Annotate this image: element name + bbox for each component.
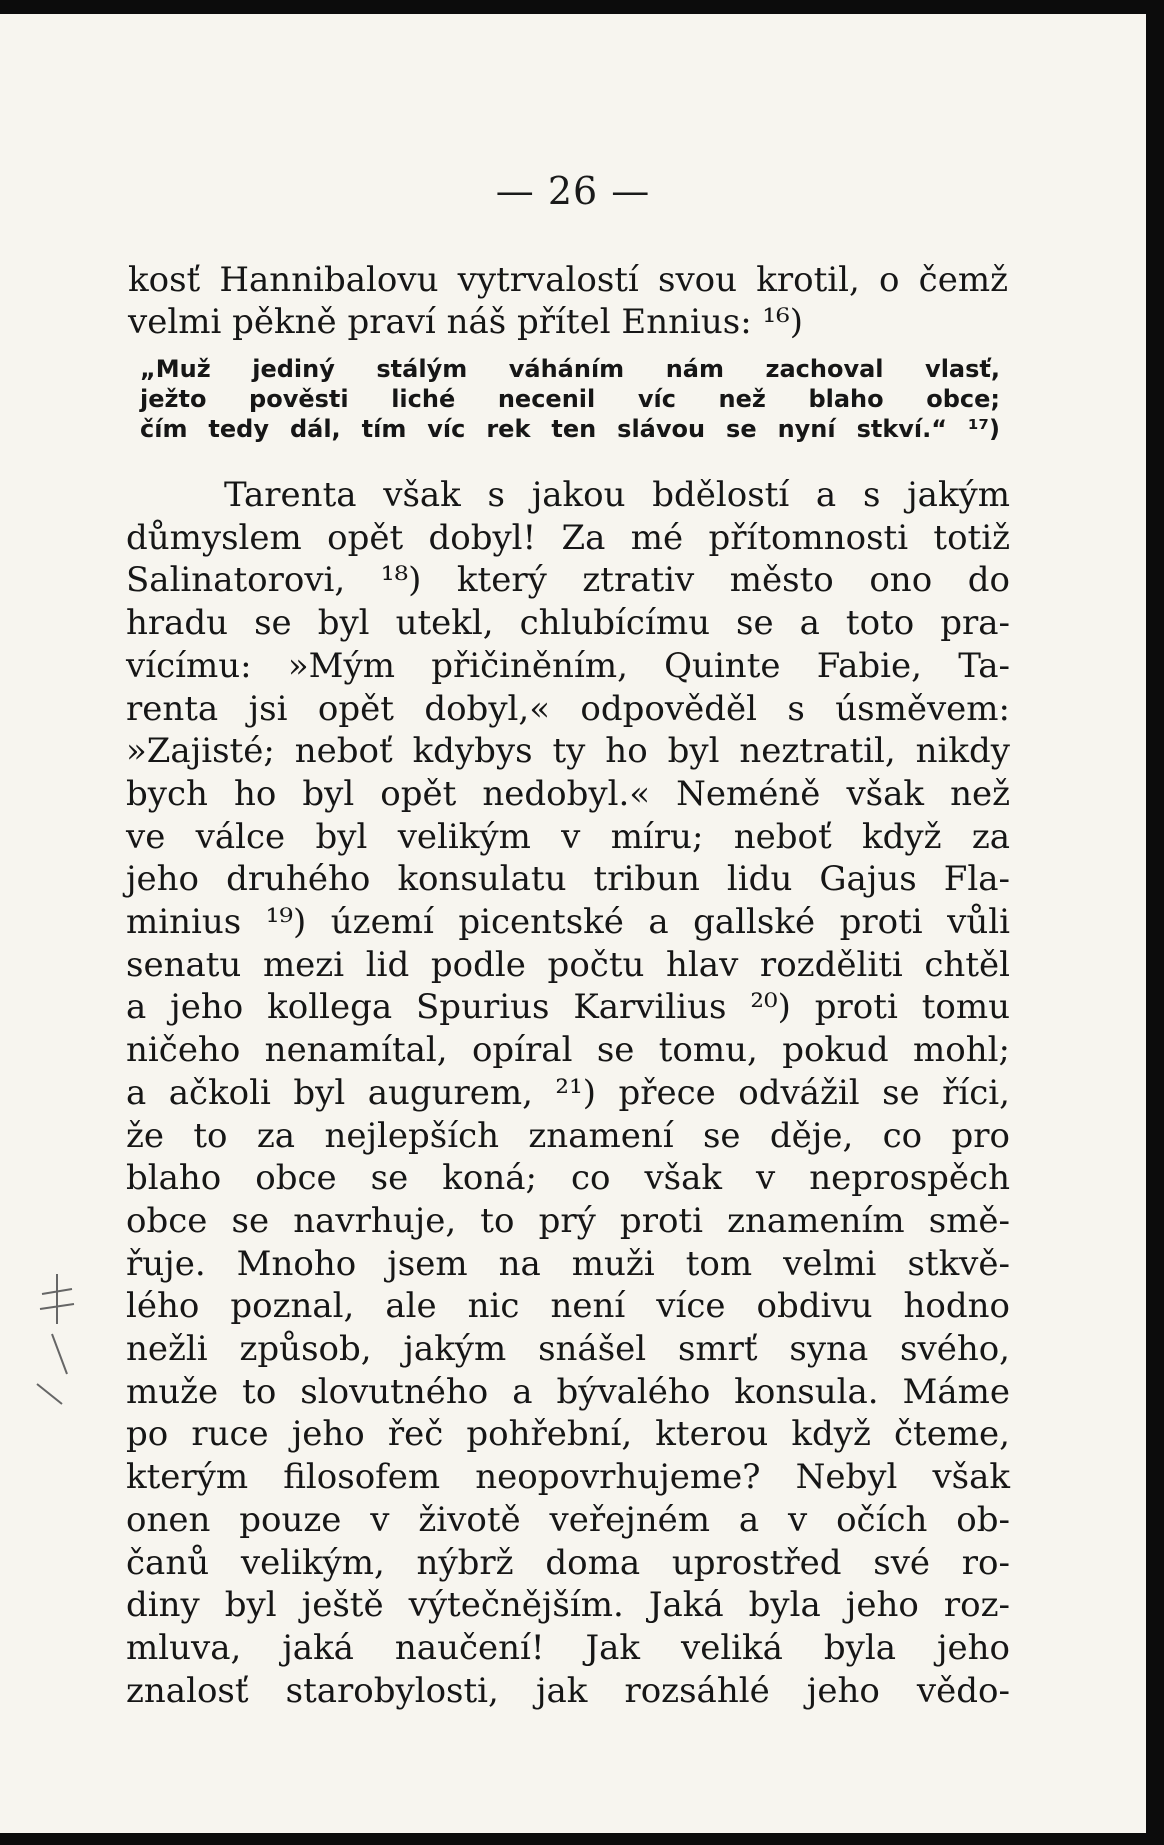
text-line: ve válce byl velikým v míru; neboť když za (126, 816, 1010, 857)
intro-paragraph (128, 259, 1008, 343)
quote-line: čím tedy dál, tím víc rek ten slávou se nyní stkví.“ ¹⁷) (140, 415, 1000, 443)
text-line: že to za nejlepších znamení se děje, co pro (126, 1115, 1010, 1156)
text-line: kosť Hannibalovu vytrvalostí svou krotil, o čemž (128, 260, 1008, 300)
page-number: — 26 — (495, 169, 651, 213)
text-line: důmyslem opět dobyl! Za mé přítomnosti totiž (126, 517, 1010, 558)
text-line: ničeho nenamítal, opíral se tomu, pokud mohl; (126, 1030, 1010, 1071)
text-line: hradu se byl utekl, chlubícímu se a toto pra- (126, 603, 1010, 644)
text-line: znalosť starobylosti, jak rozsáhlé jeho vědo- (126, 1670, 1010, 1711)
text-line: kterým filosofem neopovrhujeme? Nebyl však (126, 1457, 1010, 1498)
text-line: muže to slovutného a bývalého konsula. Máme (126, 1371, 1010, 1412)
text-line: velmi pěkně praví náš přítel Ennius: ¹⁶) (128, 302, 804, 342)
margin-scribble-icon (22, 1264, 82, 1424)
text-line: vícímu: »Mým přičiněním, Quinte Fabie, Ta- (126, 645, 1010, 686)
text-line: onen pouze v životě veřejném a v očích ob- (126, 1499, 1010, 1540)
text-line: řuje. Mnoho jsem na muži tom velmi stkvě- (126, 1243, 1010, 1284)
scan-border-right (1146, 0, 1164, 1845)
text-line: »Zajisté; neboť kdybys ty ho byl neztratil, nikdy (126, 731, 1010, 772)
text-line: po ruce jeho řeč pohřební, kterou když čteme, (126, 1414, 1010, 1455)
text-line: Salinatorovi, ¹⁸) který ztrativ město ono do (126, 560, 1010, 601)
text-line: Tarenta však s jakou bdělostí a s jakým (224, 475, 1010, 515)
text-line: diny byl ještě výtečnějším. Jaká byla jeho roz- (126, 1585, 1010, 1626)
scan-border-top (0, 0, 1164, 14)
text-line: a ačkoli byl augurem, ²¹) přece odvážil se říci, (126, 1072, 1010, 1113)
text-line: bych ho byl opět nedobyl.« Neméně však než (126, 773, 1010, 814)
text-line: čanů velikým, nýbrž doma uprostřed své ro- (126, 1542, 1010, 1583)
quote-line: „Muž jediný stálým váháním nám zachoval vlasť, (140, 355, 1000, 383)
text-line: lého poznal, ale nic není více obdivu hodno (126, 1286, 1010, 1327)
main-paragraph (126, 474, 1010, 1712)
text-line: renta jsi opět dobyl,« odpověděl s úsměvem: (126, 688, 1010, 729)
text-line: nežli způsob, jakým snášel smrť syna svého, (126, 1329, 1010, 1370)
text-line: jeho druhého konsulatu tribun lidu Gajus Fla- (126, 859, 1010, 900)
text-line: minius ¹⁹) území picentské a gallské proti vůli (126, 902, 1010, 943)
book-page (0, 14, 1146, 1833)
text-line: mluva, jaká naučení! Jak veliká byla jeho (126, 1627, 1010, 1668)
text-line: blaho obce se koná; co však v neprospěch (126, 1158, 1010, 1199)
ennius-quote (140, 354, 1000, 444)
quote-line: ježto pověsti liché necenil víc než blaho obce; (140, 385, 1000, 413)
text-line: a jeho kollega Spurius Karvilius ²⁰) proti tomu (126, 987, 1010, 1028)
text-line: senatu mezi lid podle počtu hlav rozděliti chtěl (126, 944, 1010, 985)
text-line: obce se navrhuje, to prý proti znamením smě- (126, 1200, 1010, 1241)
